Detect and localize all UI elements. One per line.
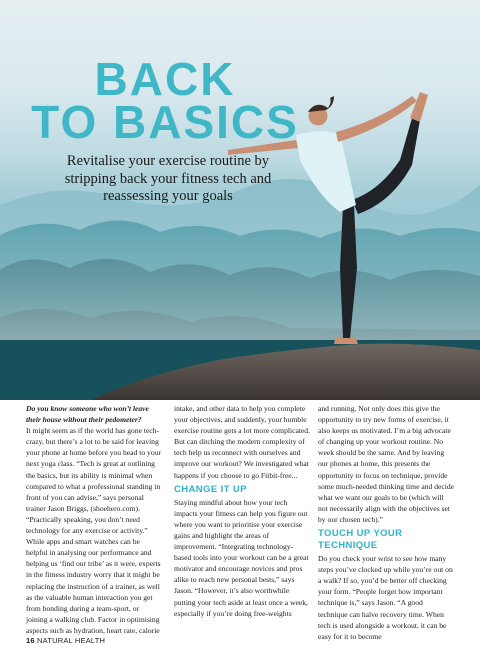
headline bbox=[0, 53, 330, 148]
column-1-text: It might seem as if the world has gone tech-crazy, but there’s a lot to be said for leaving your phone at home before you head to your next yoga class. “Tech is great at outlining the basics, but its ability is minimal when compared to what a professional standing in front of you can advise,” says personal trainer Jason Briggs, (shoehero.com). “Practically speaking, you don’t need technology for any exercise or activity.” While apps and smart watches can be helpful in analysing our performance and helping us ‘find our tribe’ as it were, experts in the fitness industry worry that it might be replacing the instruction of a trainer, as well as the valuable human interaction you get from bonding during a team-sport, or joining a walking club. Factor in optimising aspects such as hydration, heart rate, calorie bbox=[26, 426, 161, 635]
column-2 bbox=[174, 403, 310, 619]
subheading-touch-up-technique: TOUCH UP YOUR TECHNIQUE bbox=[318, 528, 403, 552]
column-2-text-2: Staying mindful about how your tech impacts your fitness can help you figure out where you want to prioritise your exercise gains and highlight the areas of improvement. “Integrating technology-based tools into your workout can be a great motivator and encourage novices and pros alike to reach new personal bests,” says Jason. “However, it’s also worthwhile putting your tech aside at least once a week, especially if you’re doing free-weights bbox=[174, 497, 309, 618]
magazine-name: NATURAL HEALTH bbox=[37, 636, 106, 645]
column-3-text-2: Do you check your wrist to see how many steps you’ve clocked up while you’re out on a walk? If so, you’d be better off checking your form. “People forget how important technique is,” says Jason. “A good technique can halve recovery time. When tech is used alongside a workout, it can be easy for it to become bbox=[318, 554, 453, 641]
subheading-change-it-up: CHANGE IT UP bbox=[174, 483, 247, 495]
column-1 bbox=[26, 403, 162, 636]
standfirst: Revitalise your exercise routine by stripping back your fitness tech and reassessing your goals bbox=[64, 153, 272, 204]
folio bbox=[26, 636, 105, 645]
intro-question: Do you know someone who won’t leave their house without their pedometer? bbox=[26, 404, 149, 425]
column-2-text: intake, and other data to help you complete your objectives, and suddenly, your humble exercise routine gets a lot more complicated. But can ditching the modern complexity of tech help us reconnect with ourselves and improve our workout? We investigated what happens if you choose to go Fitbit-free... bbox=[174, 404, 311, 480]
headline-line-1: BACK bbox=[94, 53, 236, 105]
column-3 bbox=[318, 403, 454, 642]
page-number: 16 bbox=[26, 636, 35, 645]
column-3-text: and running. Not only does this give the opportunity to try new forms of exercise, it also keeps us motivated. I’m a big advocate of changing up your workout routine. No week should be the same. And by leaving our phones at home, this presents the opportunity to focus on technique, provide some much-needed thinking time and decide what we want our goals to be (which will not necessarily align with the objectives set by our chosen tech).” bbox=[318, 404, 455, 524]
headline-line-2: TO BASICS bbox=[31, 96, 299, 148]
